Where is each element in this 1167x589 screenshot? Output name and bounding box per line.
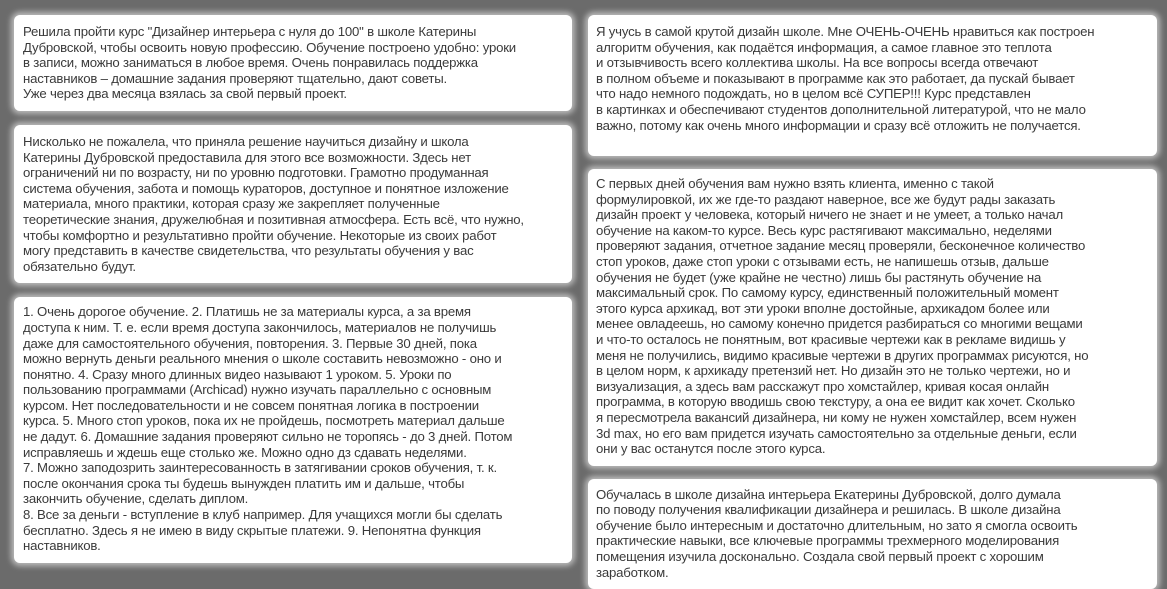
review-card [588, 479, 1157, 589]
review-text: Решила пройти курс "Дизайнер интерьера с нуля до 100" в школе Катерины Дубровской, чтобы освоить новую профессию. Обучение построено удобно: уроки в записи, можно заниматься в любое время. Очень понравилась поддержка наставников – домашние задания проверяют тщательно, дают советы. Уже через два месяца взялась за свой первый проект. [23, 24, 516, 102]
review-card [14, 15, 572, 111]
review-text: Я учусь в самой крутой дизайн школе. Мне ОЧЕНЬ-ОЧЕНЬ нравиться как построен алгоритм обучения, как подаётся информация, а самое главное это теплота и отзывчивость всего коллектива школы. На все вопросы всегда отвечают в полном объеме и показывают в программе как это работает, да пускай бывает что надо немного подождать, но в целом всё СУПЕР!!! Курс представлен в картинках и обеспечивают студентов дополнительной литературой, что не мало важно, потому как очень много информации и сразу всё отложить не получается. [596, 24, 1095, 133]
reviews-column-right [588, 15, 1157, 589]
review-text: Обучалась в школе дизайна интерьера Екатерины Дубровской, долго думала по поводу получения квалификации дизайнера и решилась. В школе дизайна обучение было интересным и достаточно длительным, но зато я смогла освоить практические навыки, все ключевые программы трехмерного моделирования помещения изучила досконально. Создала свой первый проект с хорошим заработком. [596, 486, 1078, 580]
review-card [588, 15, 1157, 156]
review-card [588, 169, 1157, 466]
reviews-column-left [14, 15, 572, 563]
review-card [14, 297, 572, 563]
review-card [14, 125, 572, 283]
review-text: С первых дней обучения вам нужно взять клиента, именно с такой формулировкой, их же где-то раздают наверное, все же будут рады заказать дизайн проект у человека, который ничего не знает и не умеет, а только начал обучение на каком-то курсе. Весь курс растягивают максимально, неделями проверяют задания, отчетное задание месяц проверяли, бесконечное количество стоп уроков, даже стоп уроки с отзывами есть, не напишешь отзыв, дальше обучения не будет (уже крайне не честно) лишь бы растянуть обучение на максимальный срок. По самому курсу, единственный положительный момент этого курса архикад, вот эти уроки вполне достойные, архикадом более или менее овладеешь, но самому конечно придется разбираться со многими вещами и что-то осталось не понятным, вот красивые чертежи как в рекламе видишь у меня не получились, видимо красивые чертежи в других программах рисуются, но в целом норм, к архикаду претензий нет. Но дизайн это не только чертежи, но и визуализация, а здесь вам расскажут про хомстайлер, кривая косая онлайн программа, в которую вводишь свою текстуру, а она ее видит как хочет. Сколько я пересмотрела вакансий дизайнера, ни кому не нужен хомстайлер, всем нужен 3d max, но его вам придется изучать самостоятельно за отдельные деньги, если они у вас останутся после этого курса. [596, 176, 1089, 457]
review-text: Нисколько не пожалела, что приняла решение научиться дизайну и школа Катерины Дубровской предоставила для этого все возможности. Здесь нет ограничений ни по возрасту, ни по уровню подготовки. Грамотно продуманная система обучения, забота и помощь кураторов, доступное и понятное изложение материала, много практики, которая сразу же закрепляет полученные теоретические знания, дружелюбная и позитивная атмосфера. Есть всё, что нужно, чтобы комфортно и результативно пройти обучение. Некоторые из своих работ могу представить в качестве свидетельства, что результаты обучения у вас обязательно будут. [23, 133, 524, 274]
review-text: 1. Очень дорогое обучение. 2. Платишь не за материалы курса, а за время доступа к ним. Т. е. если время доступа закончилось, материалов не получишь даже для самостоятельного обучения, повторения. 3. Первые 30 дней, пока можно вернуть деньги реального мнения о школе составить невозможно - оно и понятно. 4. Сразу много длинных видео называют 1 уроком. 5. Уроки по пользованию программами (Archicad) нужно изучать параллельно с основным курсом. Нет последовательности и не совсем понятная логика в построении курса. 5. Много стоп уроков, пока их не пройдешь, посмотреть материал дальше не дадут. 6. Домашние задания проверяют сильно не торопясь - до 3 дней. Потом исправляешь и ждешь еще столько же. Можно одно дз сдавать неделями. 7. Можно заподозрить заинтересованность в затягивании сроков обучения, т. к. после окончания срока ты будешь вынужден платить им и дальше, чтобы закончить обучение, сделать диплом. 8. Все за деньги - вступление в клуб например. Для учащихся могли бы сделать бесплатно. Здесь я не имею в виду скрытые платежи. 9. Непонятна функция наставников. [23, 304, 513, 554]
